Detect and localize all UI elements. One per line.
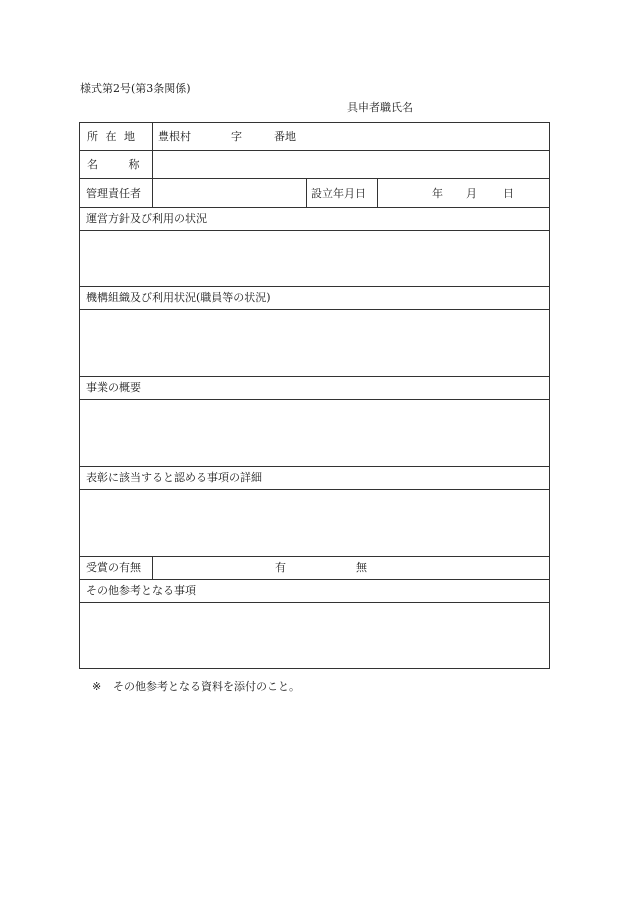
organization-label: 機構組織及び利用状況(職員等の状況) xyxy=(86,291,271,304)
form-number: 様式第2号(第3条関係) xyxy=(80,82,191,95)
row-divider xyxy=(79,556,550,557)
award-no: 無 xyxy=(356,561,367,574)
applicant-title: 具申者職氏名 xyxy=(347,101,413,114)
other-label: その他参考となる事項 xyxy=(86,584,196,597)
row-divider xyxy=(79,309,550,310)
row-divider xyxy=(79,207,550,208)
award-yes: 有 xyxy=(275,561,286,574)
policy-label: 運営方針及び利用の状況 xyxy=(86,212,207,225)
row-divider xyxy=(79,466,550,467)
row-divider xyxy=(79,602,550,603)
location-label: 所 在 地 xyxy=(87,130,135,143)
column-divider xyxy=(306,179,307,208)
row-divider xyxy=(79,376,550,377)
column-divider xyxy=(152,556,153,579)
location-prefix: 豊根村 xyxy=(158,130,191,143)
row-divider xyxy=(79,489,550,490)
established-label: 設立年月日 xyxy=(311,187,366,200)
column-divider xyxy=(377,179,378,208)
date-year: 年 xyxy=(432,187,443,200)
name-label: 名 称 xyxy=(87,158,140,171)
row-divider xyxy=(79,178,550,179)
column-divider xyxy=(152,122,153,208)
date-month: 月 xyxy=(466,187,477,200)
row-divider xyxy=(79,150,550,151)
award-details-label: 表彰に該当すると認める事項の詳細 xyxy=(86,471,262,484)
footnote-text: その他参考となる資料を添付のこと。 xyxy=(113,680,300,693)
manager-label: 管理責任者 xyxy=(86,187,141,200)
row-divider xyxy=(79,286,550,287)
row-divider xyxy=(79,230,550,231)
date-day: 日 xyxy=(503,187,514,200)
business-label: 事業の概要 xyxy=(86,381,141,394)
row-divider xyxy=(79,399,550,400)
footnote-mark: ※ xyxy=(92,680,102,693)
location-banchi: 番地 xyxy=(274,130,296,143)
award-history-label: 受賞の有無 xyxy=(86,561,141,574)
row-divider xyxy=(79,579,550,580)
location-aza: 字 xyxy=(231,130,242,143)
